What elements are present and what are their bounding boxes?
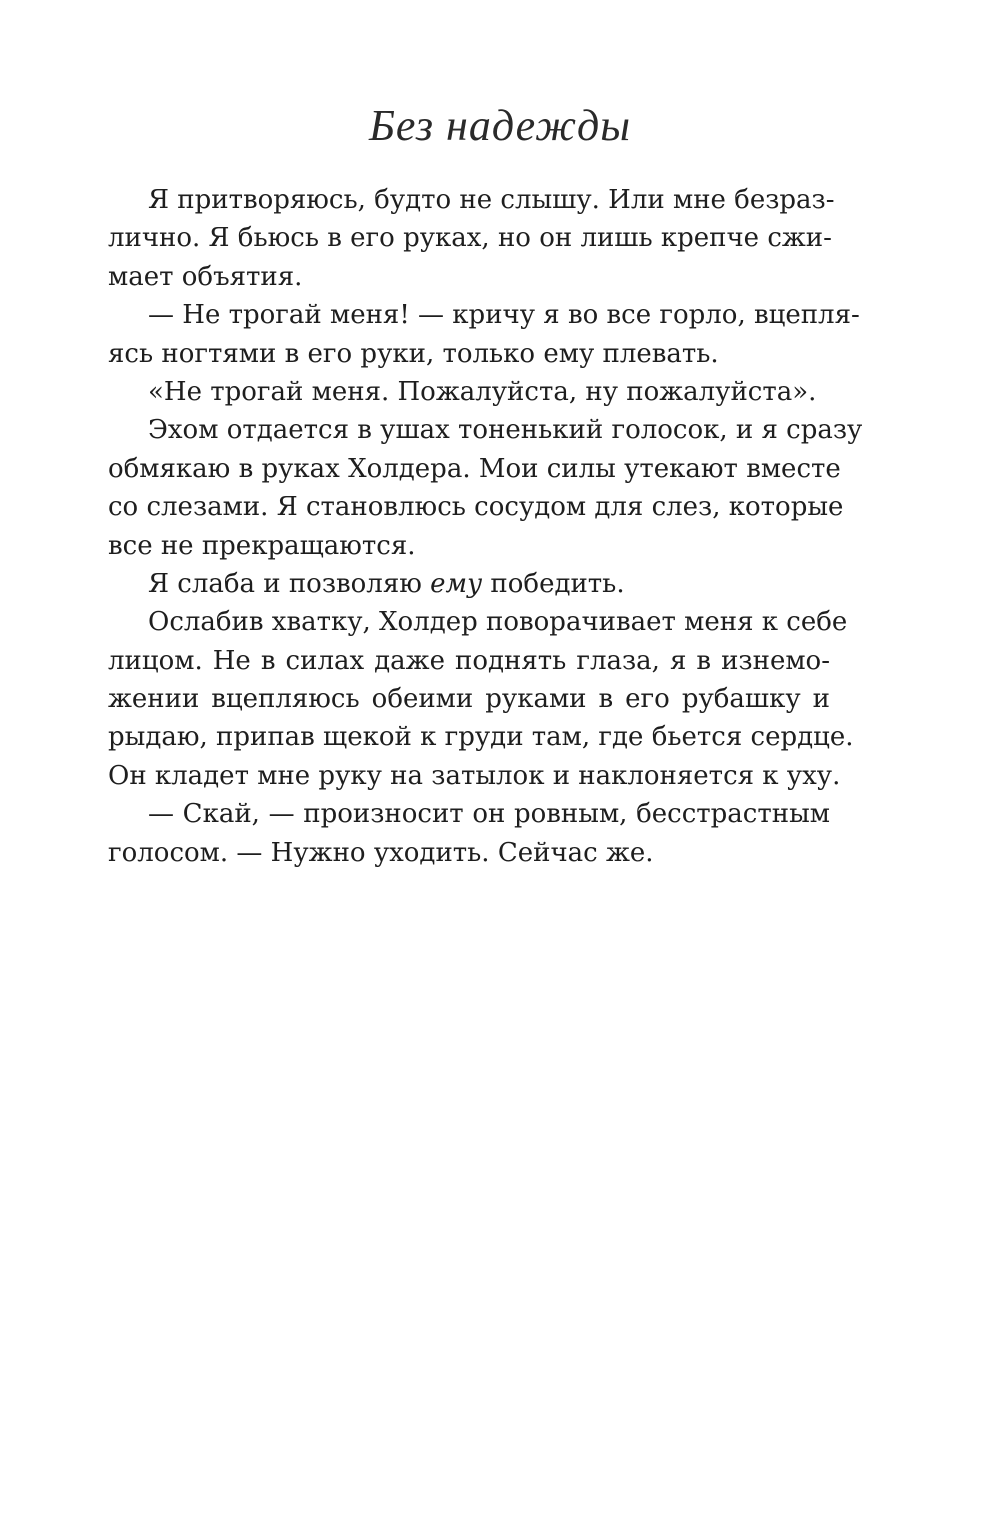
text-line: — Скай, — произносит он ровным, бесстрастным bbox=[148, 799, 830, 830]
text-line: мает объятия. bbox=[108, 261, 303, 292]
running-head: Без надежды bbox=[368, 101, 632, 150]
text-line: Я притворяюсь, будто не слышу. Или мне безраз- bbox=[148, 185, 835, 215]
text-line: лицом. Не в силах даже поднять глаза, я в изнемо- bbox=[108, 645, 830, 676]
text-line: рыдаю, припав щекой к груди там, где бьется сердце. bbox=[108, 722, 854, 753]
text-line: лично. Я бьюсь в его руках, но он лишь крепче сжи- bbox=[108, 223, 832, 254]
text-line: — Не трогай меня! — кричу я во все горло, вцепля- bbox=[148, 300, 860, 331]
text-line: голосом. — Нужно уходить. Сейчас же. bbox=[108, 837, 654, 868]
emphasized-word: ему bbox=[430, 568, 483, 599]
text-segment: Я слаба и позволяю bbox=[148, 568, 431, 599]
text-line: жении вцепляюсь обеими руками в его рубашку и bbox=[108, 684, 830, 715]
text-line: «Не трогай меня. Пожалуйста, ну пожалуйста». bbox=[148, 376, 817, 407]
text-line: Эхом отдается в ушах тоненький голосок, и я сразу bbox=[148, 415, 863, 446]
text-line: Ослабив хватку, Холдер поворачивает меня к себе bbox=[148, 607, 848, 638]
text-line: все не прекращаются. bbox=[108, 530, 416, 561]
text-line: ясь ногтями в его руки, только ему плевать. bbox=[108, 338, 719, 369]
body-text bbox=[108, 181, 863, 872]
text-line: Он кладет мне руку на затылок и наклоняется к уху. bbox=[108, 760, 841, 791]
text-line-with-emphasis bbox=[108, 565, 830, 603]
text-line: со слезами. Я становлюсь сосудом для слез, которые bbox=[108, 492, 844, 523]
text-line: обмякаю в руках Холдера. Мои силы утекают вместе bbox=[108, 453, 841, 484]
text-segment: победить. bbox=[482, 568, 625, 599]
